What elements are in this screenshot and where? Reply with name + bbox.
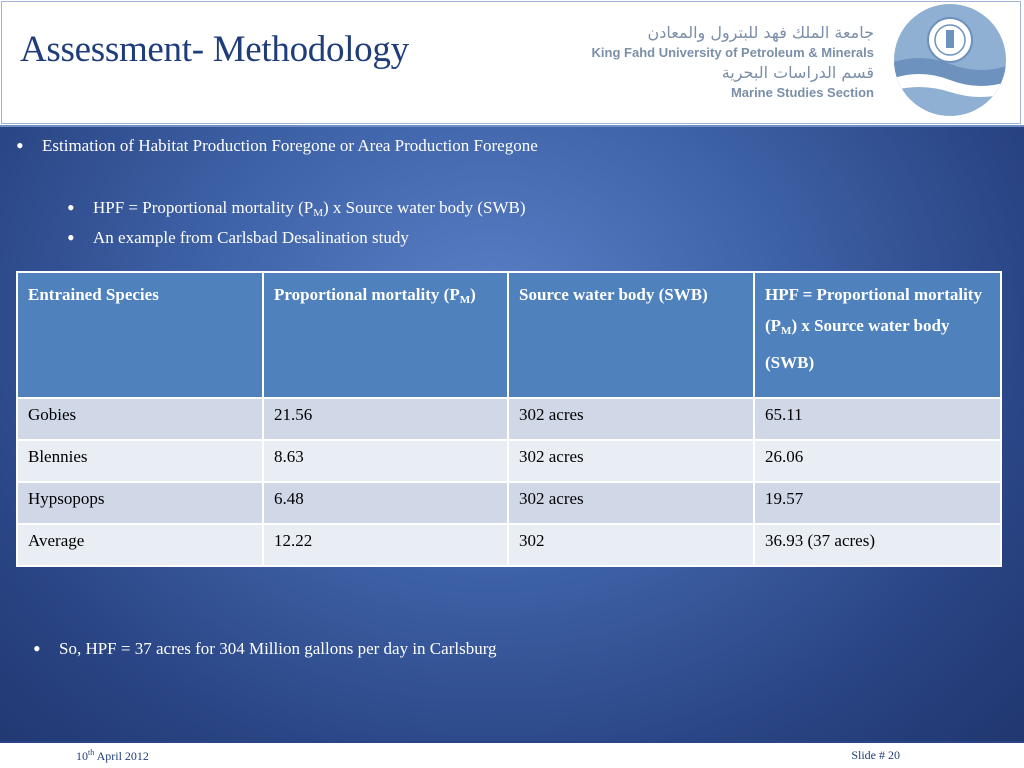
cell-hpf: 19.57 [754,482,1001,524]
header-proportional-mortality: Proportional mortality $(P_M)$ [263,272,508,398]
header-source-water-body: Source water body (SWB) [508,272,754,398]
hpf-table [16,271,1002,567]
cell-swb: 302 [508,524,754,566]
table-row [17,524,1001,566]
cell-species: Gobies [17,398,263,440]
bullet-main [16,133,538,158]
table-row [17,440,1001,482]
logo-arabic-university: جامعة الملك فهد للبترول والمعادن [647,23,874,42]
header-hpf: HPF = Proportional mortality $(P_M)$ x Source water body (SWB) [754,272,1001,398]
cell-swb: 302 acres [508,398,754,440]
table-row [17,482,1001,524]
hpf-table-container [16,271,1000,567]
logo-arabic-section: قسم الدراسات البحرية [721,63,874,82]
hpf-formula-suffix: ) x Source water body (SWB) [322,198,526,217]
cell-hpf: 65.11 [754,398,1001,440]
cell-pm: 21.56 [263,398,508,440]
hpf-formula-subscript: M [313,207,323,219]
bullet-example-text: An example from Carlsbad Desalination study [93,228,409,247]
cell-species: Blennies [17,440,263,482]
cell-swb: 302 acres [508,440,754,482]
cell-hpf: 26.06 [754,440,1001,482]
cell-pm: 12.22 [263,524,508,566]
bullet-dot: • [67,195,75,220]
table-row [17,398,1001,440]
cell-pm: 6.48 [263,482,508,524]
bullet-example [67,225,409,250]
slide-number: Slide # 20 [851,748,900,762]
bullet-dot: • [16,133,24,158]
bullet-dot: • [67,225,75,250]
logo-english-section: Marine Studies Section [730,85,874,100]
bullet-main-text: Estimation of Habitat Production Foregone or Area Production Foregone [42,136,538,155]
bullet-dot: • [33,636,41,661]
header-entrained-species: Entrained Species [17,272,263,398]
slide-title: Assessment- Methodology [20,29,409,70]
table-header-row [17,272,1001,398]
cell-species: Hypsopops [17,482,263,524]
slide-footer [0,741,1024,768]
university-emblem-icon [888,2,1012,122]
cell-swb: 302 acres [508,482,754,524]
hpf-formula-prefix: HPF = Proportional mortality (P [93,198,314,217]
footer-date: 10th April 2012 [76,748,149,763]
cell-pm: 8.63 [263,440,508,482]
bullet-conclusion [33,636,497,661]
bullet-conclusion-text: So, HPF = 37 acres for 304 Million gallons per day in Carlsburg [59,639,497,658]
slide-header [0,0,1024,127]
logo-english-university: King Fahd University of Petroleum & Minerals [591,45,874,60]
cell-species: Average [17,524,263,566]
university-logo-text [592,22,874,102]
bullet-hpf-formula [67,195,526,220]
cell-hpf: 36.93 (37 acres) [754,524,1001,566]
